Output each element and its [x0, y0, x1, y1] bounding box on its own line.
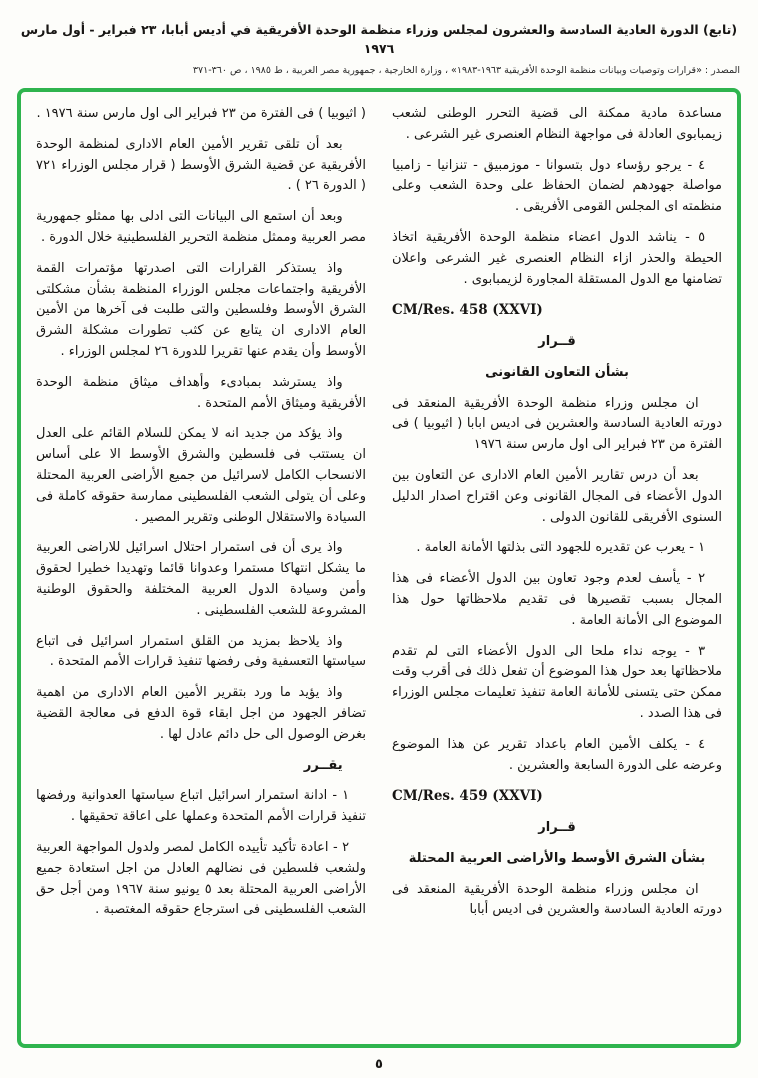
numbered-item: ١ - ادانة استمرار اسرائيل اتباع سياستها العدوانية ورفضها تنفيذ قرارات الأمم المتحدة وعملها على اعاقة تحقيقها . — [36, 788, 366, 825]
numbered-item: ٤ - يكلف الأمين العام باعداد تقرير عن هذا الموضوع وعرضه على الدورة السابعة والعشرين . — [392, 736, 722, 773]
numbered-item: ٢ - يأسف لعدم وجود تعاون بين الدول الأعضاء فى هذا المجال بسبب تقصيرها فى تقديم ملاحظاتها حول هذا الموضوع الى الأمانة العامة . — [392, 571, 722, 628]
paragraph: واذ يلاحظ بمزيد من القلق استمرار اسرائيل فى اتباع سياستها التعسفية وفى رفضها تنفيذ قرارات الأمم المتحدة . — [36, 633, 366, 670]
numbered-item: ٢ - اعادة تأكيد تأييده الكامل لمصر ولدول المواجهة العربية ولشعب فلسطين فى نضالهم العادل من اجل استعادة جميع الأراضى العربية المحتلة بعد ٥ يونيو سنة ١٩٦٧ ومن أجل حق الشعب الفلسطينى فى استرجاع حقوقه المغتصبة . — [36, 839, 366, 918]
resolution-title: قــرار — [538, 333, 576, 349]
paragraph-continuation: ( اثيوبيا ) فى الفترة من ٢٣ فبراير الى اول مارس سنة ١٩٧٦ . — [36, 106, 366, 121]
column-right — [392, 104, 722, 1032]
paragraph: ان مجلس وزراء منظمة الوحدة الأفريقية المنعقد فى دورته العادية السادسة والعشرين فى اديس ابابا ( اثيوبيا ) فى الفترة من ٢٣ فبراير الى اول مارس سنة ١٩٧٦ — [392, 395, 722, 453]
two-column-layout — [36, 104, 722, 1032]
decides-word: يقــرر — [303, 757, 343, 773]
column-left — [36, 104, 366, 1032]
page-number: ٥ — [375, 1057, 383, 1072]
source-citation: المصدر : «قرارات وتوصيات وبيانات منظمة الوحدة الأفريقية ١٩٦٣-١٩٨٣» ، وزارة الخارجية ، جمهورية مصر العربية ، ط ١٩٨٥ ، ص ٣٦٠-٣٧١ — [192, 64, 740, 76]
paragraph: بعد أن تلقى تقرير الأمين العام الادارى لمنظمة الوحدة الأفريقية عن قضية الشرق الأوسط ( قرار مجلس الوزراء ٧٢١ ( الدورة ٢٦ ) . — [36, 136, 366, 194]
paragraph: واذ يرى أن فى استمرار احتلال اسرائيل للاراضى العربية ما يشكل انتهاكا مستمرا وعدوانا قائما وتهديدا خطيرا لحقوق وأمن وسيادة الدول العربية المختلفة والحقوق الوطنية المشروعة للشعب الفلسطينى . — [36, 540, 366, 618]
numbered-item: ٤ - يرجو رؤساء دول بتسوانا - موزمبيق - تنزانيا - زامبيا مواصلة جهودهم لضمان الحفاظ على وحدة الشعب وعلى منظمته اى المجلس القومى الأفريقى . — [392, 157, 722, 215]
numbered-item: ٥ - يناشد الدول اعضاء منظمة الوحدة الأفريقية اتخاذ الحيطة والحذر ازاء النظام العنصرى غير الشرعى واعلان تضامنها مع الدول المستقلة المجاورة لزيمبابوى . — [392, 229, 722, 287]
paragraph: واذ يستذكر القرارات التى اصدرتها مؤتمرات القمة الأفريقية واجتماعات مجلس الوزراء المنظمة بشأن مشكلتى الشرق الأوسط وفلسطين والتى طلبت فى آخرها من الأمين العام الادارى ان يتابع عن كثب تطورات مشكلة الشرق الأوسط وأن يقدم عنها تقريرا للدورة ٢٦ لمجلس الوزراء . — [36, 260, 366, 359]
paragraph: واذ يسترشد بمبادىء وأهداف ميثاق منظمة الوحدة الأفريقية وميثاق الأمم المتحدة . — [36, 374, 366, 411]
numbered-item: ١ - يعرب عن تقديره للجهود التى بذلتها الأمانة العامة . — [416, 540, 706, 556]
paragraph: واذ يؤيد ما ورد بتقرير الأمين العام الادارى من اهمية تضافر الجهود من اجل ابقاء قوة الدفع فى معالجة القضية بغرض الوصول الى حل دائم عادل لها . — [36, 685, 366, 742]
session-title: (تابع) الدورة العادية السادسة والعشرون لمجلس وزراء منظمة الوحدة الأفريقية في أديس أبابا، ٢٣ فبراير - أول مارس ١٩٧٦ — [20, 22, 738, 57]
resolution-number: CM/Res. 459 (XXVI) — [392, 788, 543, 805]
numbered-item: ٣ - يوجه نداء ملحا الى الدول الأعضاء التى لم تقدم ملاحظاتها بعد حول هذا الموضوع أن تفعل ذلك فى أقرب وقت ممكن حتى يتسنى للأمانة العامة تنفيذ تعليمات مجلس الوزراء فى هذا الصدد . — [392, 643, 722, 721]
content-frame — [17, 88, 741, 1048]
document-header — [0, 0, 758, 77]
paragraph-continuation: مساعدة مادية ممكنة الى قضية التحرر الوطنى لشعب زيمبابوى العادلة فى مواجهة النظام العنصرى غير الشرعى . — [392, 106, 722, 142]
resolution-number: CM/Res. 458 (XXVI) — [392, 302, 543, 319]
paragraph: واذ يؤكد من جديد انه لا يمكن للسلام القائم على العدل ان يستتب فى فلسطين والشرق الأوسط الا على أساس الانسحاب الكامل لاسرائيل من جميع الأراضى العربية المحتلة وعلى أن يتولى الشعب الفلسطينى ممارسة حقوقه كاملة فى السيادة والاستقلال الوطنى وتقرير المصير . — [36, 426, 366, 525]
paragraph: وبعد أن استمع الى البيانات التى ادلى بها ممثلو جمهورية مصر العربية وممثل منظمة التحرير الفلسطينية خلال الدورة . — [36, 209, 366, 245]
resolution-subject: بشأن التعاون القانونى — [485, 364, 629, 380]
resolution-title: قــرار — [538, 819, 576, 835]
paragraph: ان مجلس وزراء منظمة الوحدة الأفريقية المنعقد فى دورته العادية السادسة والعشرين فى اديس أبابا — [392, 881, 722, 918]
resolution-subject: بشأن الشرق الأوسط والأراضى العربية المحتلة — [408, 850, 706, 866]
paragraph: بعد أن درس تقارير الأمين العام الادارى عن التعاون بين الدول الأعضاء فى المجال القانونى وعن اقتراح اصدار الدليل السنوى الأفريقى للقانون الدولى . — [392, 467, 722, 525]
